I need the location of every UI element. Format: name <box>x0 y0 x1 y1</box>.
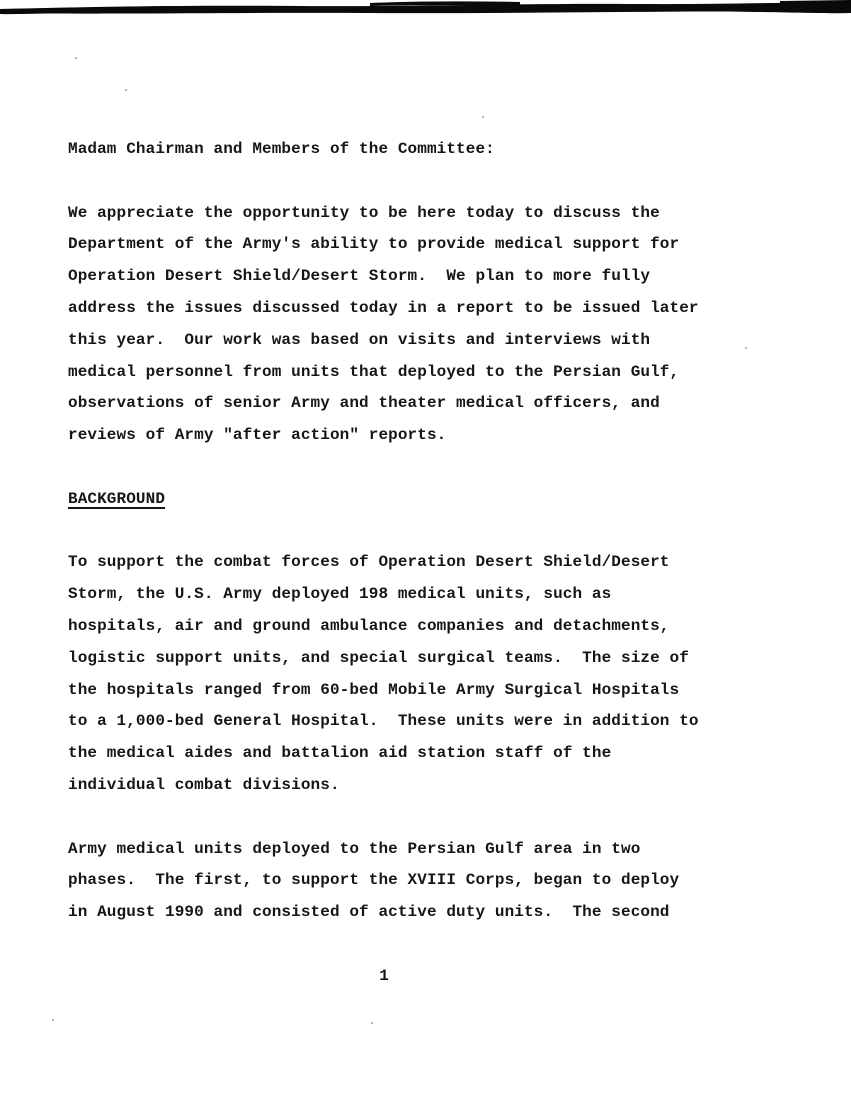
text-line: to a 1,000-bed General Hospital. These units were in addition to <box>68 712 699 731</box>
section-heading-text: BACKGROUND <box>68 489 166 508</box>
page-number: 1 <box>379 966 389 985</box>
paragraph <box>68 834 716 929</box>
paragraph <box>68 547 716 801</box>
section-heading <box>68 484 716 516</box>
text-line: Army medical units deployed to the Persian Gulf area in two <box>68 839 641 858</box>
text-line: Madam Chairman and Members of the Committee: <box>68 140 495 158</box>
text-line: this year. Our work was based on visits and interviews with <box>68 330 651 349</box>
paragraph <box>68 198 716 452</box>
text-line: observations of senior Army and theater medical officers, and <box>68 394 660 413</box>
text-line: medical personnel from units that deployed to the Persian Gulf, <box>68 362 680 381</box>
scan-edge-artifact <box>0 0 851 22</box>
salutation <box>68 134 716 166</box>
text-line: hospitals, air and ground ambulance companies and detachments, <box>68 616 670 635</box>
scan-speck <box>125 89 127 91</box>
scan-speck <box>75 57 77 59</box>
text-line: Department of the Army's ability to provide medical support for <box>68 235 680 254</box>
text-line: individual combat divisions. <box>68 775 340 794</box>
text-line: address the issues discussed today in a report to be issued later <box>68 298 699 317</box>
text-line: the medical aides and battalion aid station staff of the <box>68 744 612 763</box>
text-line: We appreciate the opportunity to be here today to discuss the <box>68 203 660 222</box>
scan-speck <box>482 116 484 118</box>
text-line: phases. The first, to support the XVIII Corps, began to deploy <box>68 871 680 890</box>
scan-speck <box>371 1022 373 1024</box>
text-line: logistic support units, and special surgical teams. The size of <box>68 648 689 667</box>
text-line: in August 1990 and consisted of active duty units. The second <box>68 903 670 922</box>
text-line: Storm, the U.S. Army deployed 198 medical units, such as <box>68 585 612 604</box>
scan-speck <box>52 1019 54 1021</box>
text-line: Operation Desert Shield/Desert Storm. We plan to more fully <box>68 267 651 286</box>
text-line: the hospitals ranged from 60-bed Mobile Army Surgical Hospitals <box>68 680 680 699</box>
text-line: To support the combat forces of Operation Desert Shield/Desert <box>68 553 670 572</box>
text-line: reviews of Army "after action" reports. <box>68 426 447 445</box>
document-body <box>68 134 716 993</box>
scan-speck <box>745 347 747 349</box>
